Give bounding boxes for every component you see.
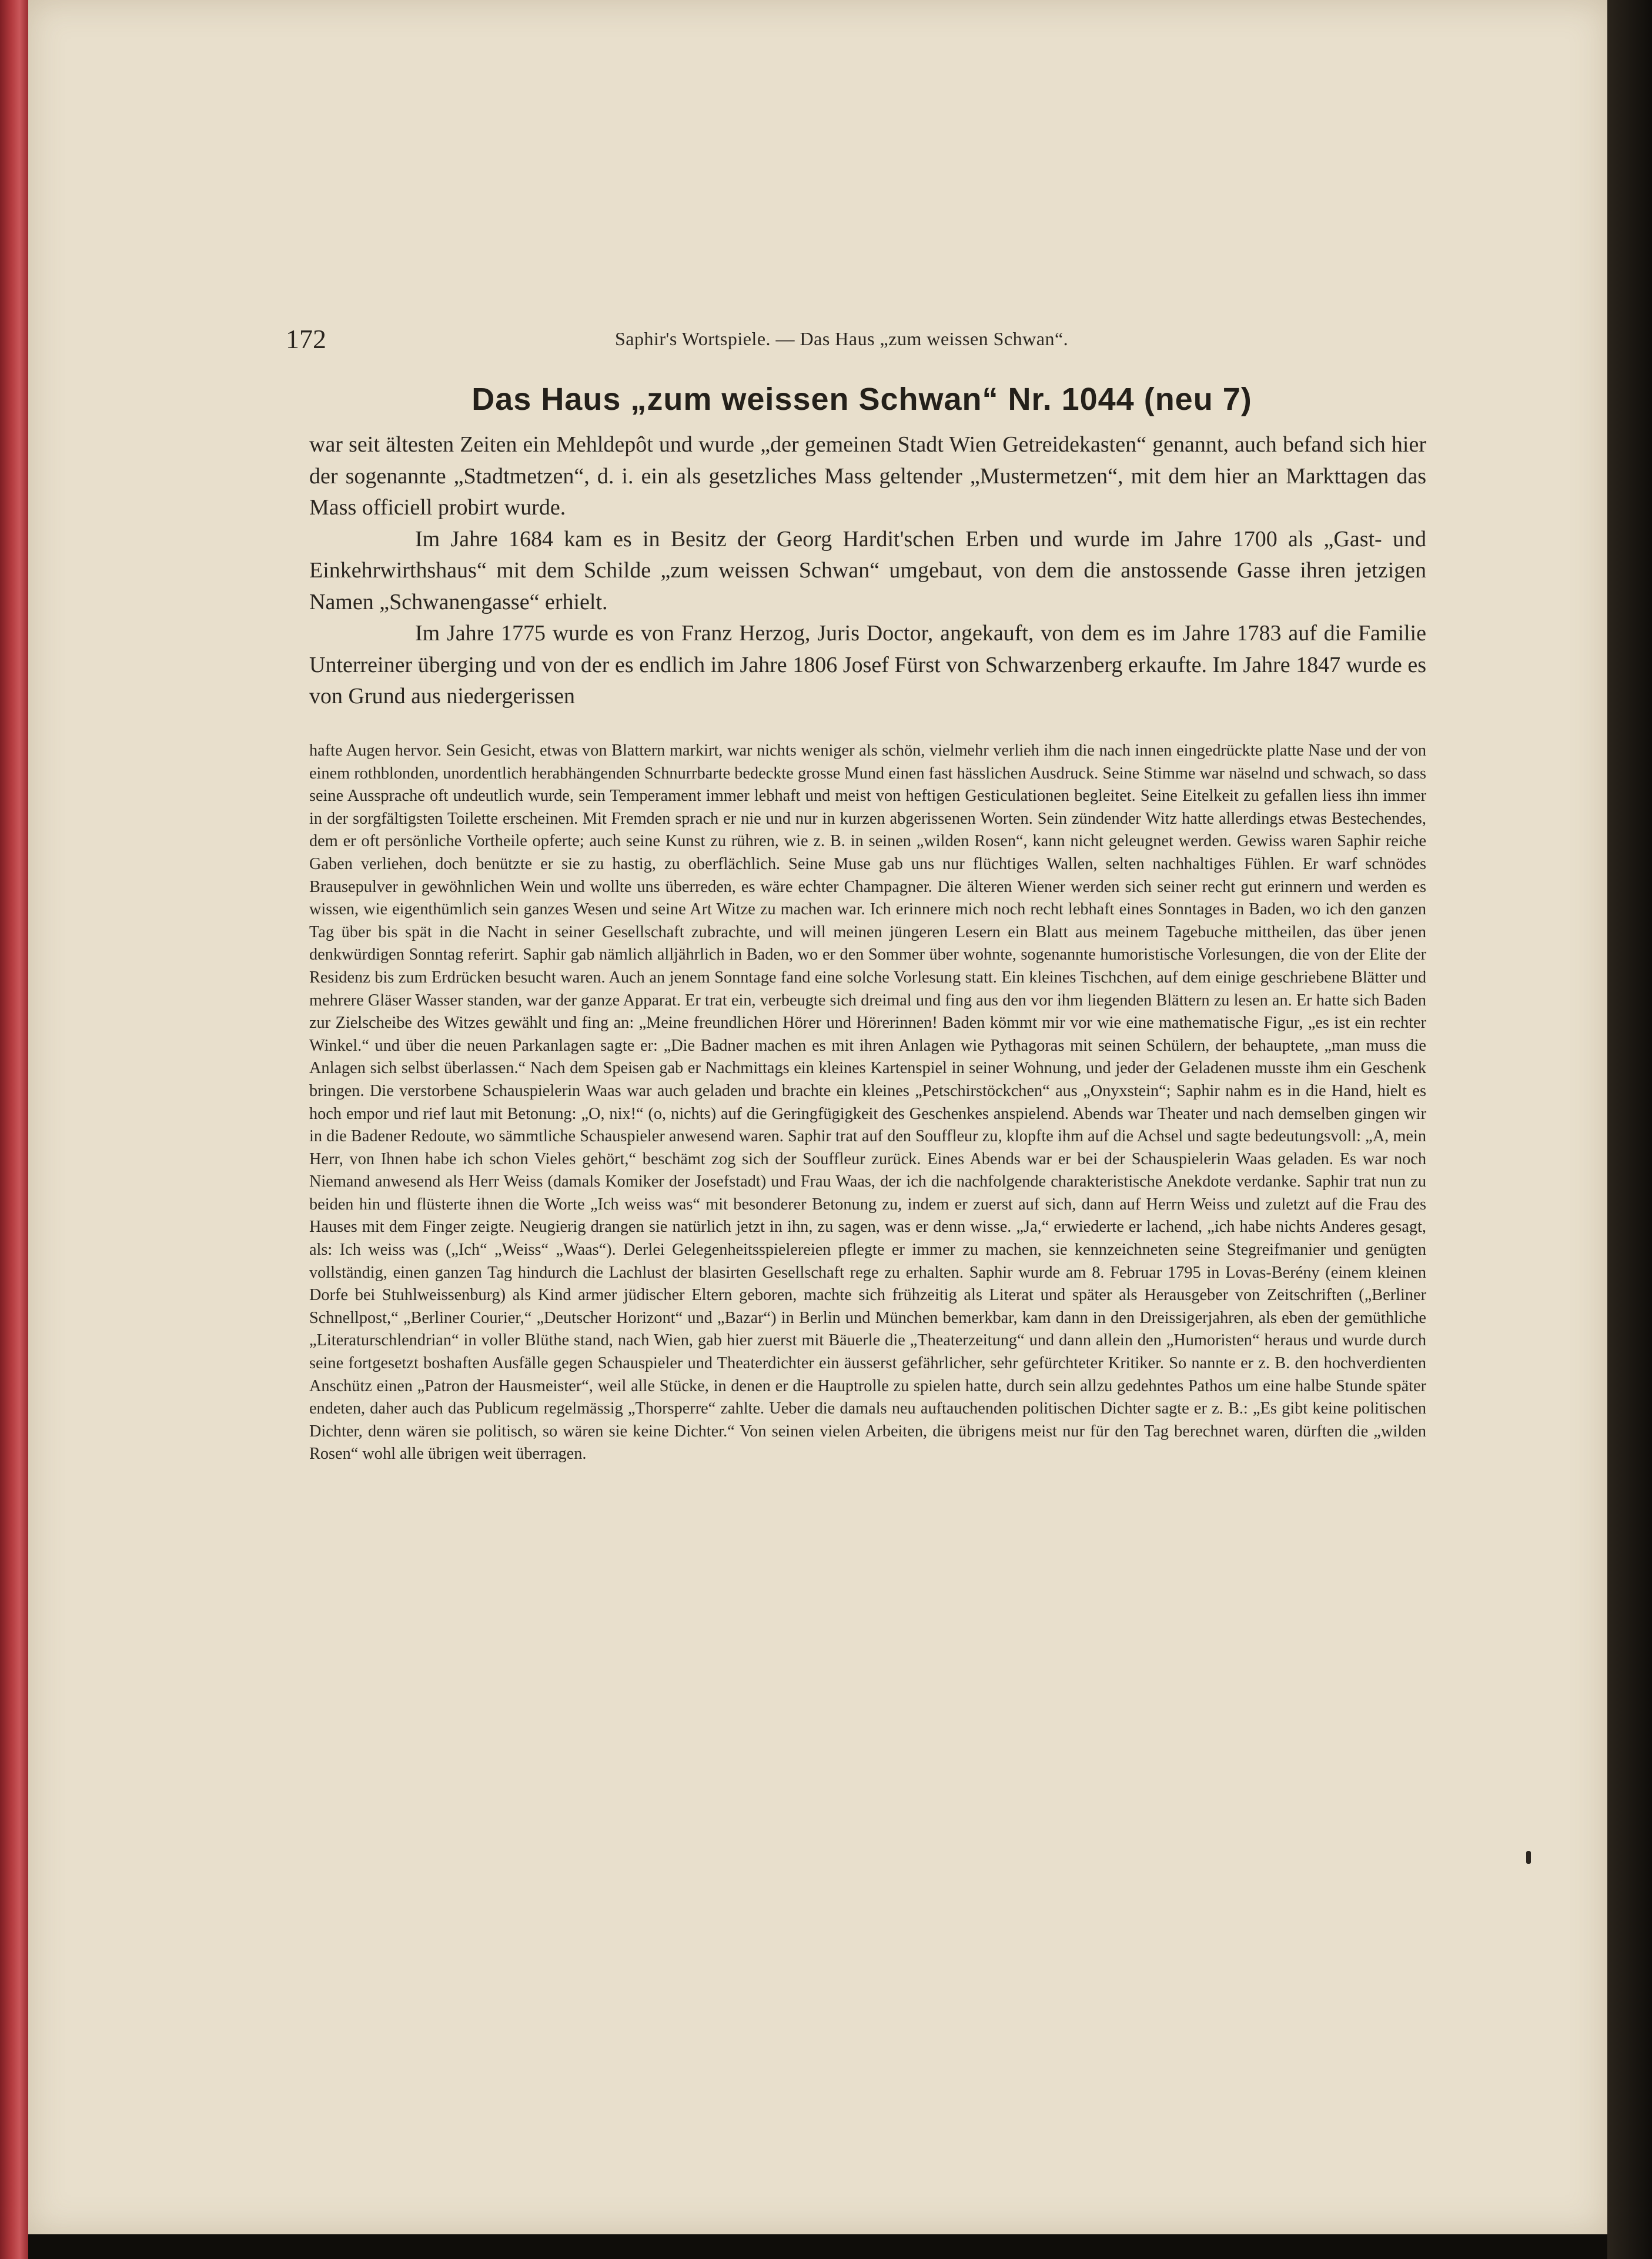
book-binding-edge [0, 0, 28, 2259]
paragraph: war seit ältesten Zeiten ein Mehldepôt und wurde „der gemeinen Stadt Wien Getreidekasten“ genannt, auch befand sich hier der sogenannte „Stadtmetzen“, d. i. ein als gesetzliches Mass geltender „Mustermetzen“, mit dem hier an Markttagen das Mass officiell probirt wurde. [309, 432, 1426, 520]
section-title: Das Haus „zum weissen Schwan“ Nr. 1044 (neu 7) [471, 382, 1252, 417]
page-bottom-edge [28, 2234, 1607, 2259]
page-header [286, 323, 1426, 359]
paragraph: Im Jahre 1775 wurde es von Franz Herzog, Juris Doctor, angekauft, von dem es im Jahre 1783 auf die Familie Unterreiner überging und von der es endlich im Jahre 1806 Josef Fürst von Schwarzenberg erkaufte. Im Jahre 1847 wurde es von Grund aus niedergerissen [309, 621, 1426, 709]
footnote-text: hafte Augen hervor. Sein Gesicht, etwas von Blattern markirt, war nichts weniger als schön, vielmehr verlieh ihm die nach innen eingedrückte platte Nase und der von einem rothblonden, unordentlich herabhängenden Schnurrbarte bedeckte grosse Mund einen fast hässlichen Ausdruck. Seine Stimme war näselnd und schwach, so dass seine Aussprache oft undeutlich wurde, sein Temperament immer lebhaft und meist von heftigen Gesticulationen begleitet. Seine Eitelkeit zu gefallen liess ihn immer in der sorgfältigsten Toilette erscheinen. Mit Fremden sprach er nie und nur in kurzen abgerissenen Worten. Sein zündender Witz hatte allerdings etwas Bestechendes, dem er oft persönliche Vortheile opferte; auch seine Kunst zu rühren, wie z. B. in seinen „wilden Rosen“, kann nicht geleugnet werden. Gewiss waren Saphir reiche Gaben verliehen, doch benützte er sie zu hastig, zu oberflächlich. Seine Muse gab uns nur flüchtiges Wallen, selten nachhaltiges Fühlen. Er warf schnödes Brausepulver in gewöhnlichen Wein und wollte uns überreden, es wäre echter Champagner. Die älteren Wiener werden sich seiner recht gut erinnern und werden es wissen, wie eigenthümlich sein ganzes Wesen und seine Art Witze zu machen war. Ich erinnere mich noch recht lebhaft eines Sonntages in Baden, wo ich den ganzen Tag über bis spät in die Nacht in seiner Gesellschaft zubrachte, und will meinen jüngeren Lesern ein Blatt aus meinem Tagebuche mittheilen, das über jenen denkwürdigen Sonntag referirt. Saphir gab nämlich alljährlich in Baden, wo er den Sommer über wohnte, sogenannte humoristische Vorlesungen, die von der Elite der Residenz bis zum Erdrücken besucht waren. Auch an jenem Sonntage fand eine solche Vorlesung statt. Ein kleines Tischchen, auf dem einige geschriebene Blätter und mehrere Gläser Wasser standen, war der ganze Apparat. Er trat ein, verbeugte sich dreimal und fing aus den vor ihm liegenden Blättern zu lesen an. Er hatte sich Baden zur Zielscheibe des Witzes gewählt und fing an: „Meine freundlichen Hörer und Hörerinnen! Baden kömmt mir vor wie eine mathematische Figur, „es ist ein rechter Winkel.“ und über die neuen Parkanlagen sagte er: „Die Badner machen es mit ihren Anlagen wie Pythagoras mit seinen Schülern, der behauptete, „man muss die Anlagen sich selbst überlassen.“ Nach dem Speisen gab er Nachmittags ein kleines Kartenspiel in seiner Wohnung, und jeder der Geladenen musste ihm ein Geschenk bringen. Die verstorbene Schauspielerin Waas war auch geladen und brachte ein kleines „Petschirstöckchen“ aus „Onyxstein“; Saphir nahm es in die Hand, hielt es hoch empor und rief laut mit Betonung: „O, nix!“ (o, nichts) auf die Geringfügigkeit des Geschenkes anspielend. Abends war Theater und nach demselben gingen wir in die Badener Redoute, wo sämmtliche Schauspieler anwesend waren. Saphir trat auf den Souffleur zu, klopfte ihm auf die Achsel und sagte bedeutungsvoll: „A, mein Herr, von Ihnen habe ich schon Vieles gehört,“ beschämt zog sich der Souffleur zurück. Eines Abends war er bei der Schauspielerin Waas geladen. Es war noch Niemand anwesend als Herr Weiss (damals Komiker der Josefstadt) und Frau Waas, der ich die nachfolgende charakteristische Anekdote verdanke. Saphir trat nun zu beiden hin und flüsterte ihnen die Worte „Ich weiss was“ mit besonderer Betonung zu, indem er zuerst auf sich, dann auf Herrn Weiss und zuletzt auf die Frau des Hauses mit dem Finger zeigte. Neugierig drangen sie natürlich jetzt in ihn, zu sagen, was er denn wisse. „Ja,“ erwiederte er lachend, „ich habe nichts Anderes gesagt, als: Ich weiss was („Ich“ „Weiss“ „Waas“). Derlei Gelegenheitsspielereien pflegte er immer zu machen, sie kennzeichneten seine Stegreifmanier und genügten vollständig, einen ganzen Tag hindurch die Lachlust der blasirten Gesellschaft rege zu erhalten. Saphir wurde am 8. Februar 1795 in Lovas-Berény (einem kleinen Dorfe bei Stuhlweissenburg) als Kind armer jüdischer Eltern geboren, machte sich frühzeitig als Literat und später als Herausgeber von Zeitschriften („Berliner Schnellpost,“ „Berliner Courier,“ „Deutscher Horizont“ und „Bazar“) in Berlin und München bemerkbar, kam dann in den Dreissigerjahren, als eben der gemüthliche „Literaturschlendrian“ in voller Blüthe stand, nach Wien, gab hier zuerst mit Bäuerle die „Theaterzeitung“ und dann allein den „Humoristen“ heraus und wurde durch seine fortgesetzt boshaften Ausfälle gegen Schauspieler und Theaterdichter ein äusserst gefährlicher, sehr gefürchteter Kritiker. So nannte er z. B. den hochverdienten Anschütz einen „Patron der Hausmeister“, weil alle Stücke, in denen er die Hauptrolle zu spielen hatte, durch sein allzu gedehntes Pathos um eine halbe Stunde später endeten, daher auch das Publicum regelmässig „Thorsperre“ zahlte. Ueber die damals neu auftauchenden politischen Dichter sagte er z. B.: „Es gibt keine politischen Dichter, denn wären sie politisch, so wären sie keine Dichter.“ Von seinen vielen Arbeiten, die übrigens meist nur für den Tag berechnet waren, dürften die „wilden Rosen“ wohl alle übrigen weit überragen. [309, 741, 1426, 1463]
page-right-edge [1607, 0, 1652, 2259]
paragraph: Im Jahre 1684 kam es in Besitz der Georg Hardit'schen Erben und wurde im Jahre 1700 als „Gast- und Einkehrwirthshaus“ mit dem Schilde „zum weissen Schwan“ umgebaut, von dem die anstossende Gasse ihren jetzigen Namen „Schwanengasse“ erhielt. [309, 526, 1426, 614]
margin-ink-mark [1526, 1851, 1531, 1864]
page-number: 172 [286, 324, 326, 354]
main-text [309, 429, 1426, 713]
running-head: Saphir's Wortspiele. — Das Haus „zum weissen Schwan“. [615, 328, 1069, 349]
footnote [309, 740, 1426, 1466]
